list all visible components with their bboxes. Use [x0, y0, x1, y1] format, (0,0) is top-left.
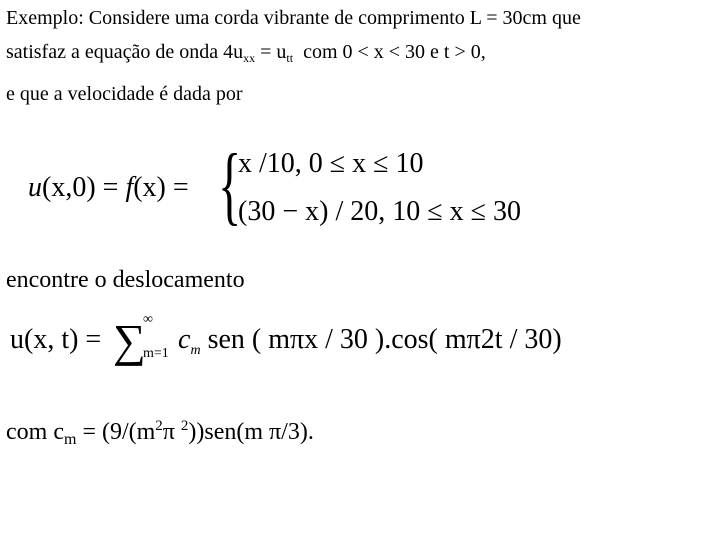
eq1-equals-2: =: [172, 172, 189, 203]
intro-text-1: Exemplo: Considere uma corda vibrante de comprimento L = 30cm que: [6, 7, 581, 29]
intro-text-3: e que a velocidade é dada por: [6, 83, 243, 105]
piecewise-brace: {: [218, 137, 242, 234]
coef-sup-2: 2: [180, 418, 189, 434]
piecewise-case-2: [238, 196, 521, 228]
sum-lower-limit: [143, 346, 169, 362]
coef-sub: m: [190, 343, 201, 358]
upper-limit: ∞: [143, 312, 153, 327]
eq2-lhs: u(x, t) =: [10, 324, 102, 355]
piecewise-case-1: [238, 148, 424, 180]
eq1-equals: =: [102, 172, 119, 203]
coef-mid2: π: [162, 419, 181, 445]
case2-text: (30 − x) / 20, 10 ≤ x ≤ 30: [238, 196, 521, 227]
wave-eq-domain: com 0 < x < 30 e t > 0,: [303, 41, 486, 63]
eq1-f: f: [125, 172, 134, 203]
wave-eq-sub-tt: tt: [286, 51, 294, 65]
case1-text: x /10, 0 ≤ x ≤ 10: [238, 148, 424, 179]
intro-line-2: [6, 40, 486, 70]
solution-body: [178, 324, 562, 359]
lower-limit: m=1: [143, 346, 169, 361]
wave-eq-pre: satisfaz a equação de onda 4u: [6, 41, 244, 63]
intro-line-3: [6, 82, 243, 106]
solution-lhs: [10, 324, 101, 356]
initial-condition-equation: [28, 172, 189, 204]
sigma-symbol: ∑: [113, 315, 146, 366]
coef-sub-m: m: [63, 431, 77, 448]
coefficient-line: [6, 412, 314, 454]
intro-line-1: [6, 6, 581, 30]
coef-sup-1: 2: [155, 418, 163, 434]
coef-c: c: [178, 324, 191, 355]
coef-post: ))sen(m π/3).: [188, 419, 314, 445]
wave-eq-mid: = u: [255, 41, 287, 63]
coef-mid1: = (9/(m: [76, 419, 156, 445]
sum-upper-limit: [143, 312, 153, 328]
intro-text-4: encontre o deslocamento: [6, 267, 245, 293]
eq1-u: u: [28, 172, 42, 203]
summation-sigma: [113, 315, 146, 366]
eq1-f-args: (x): [133, 172, 166, 203]
series-term: sen ( mπx / 30 ).cos( mπ2t / 30): [207, 324, 562, 355]
coef-pre: com c: [6, 419, 64, 445]
intro-line-4: [6, 266, 245, 294]
wave-eq-sub-xx: xx: [243, 51, 256, 65]
eq1-u-args: (x,0): [42, 172, 96, 203]
